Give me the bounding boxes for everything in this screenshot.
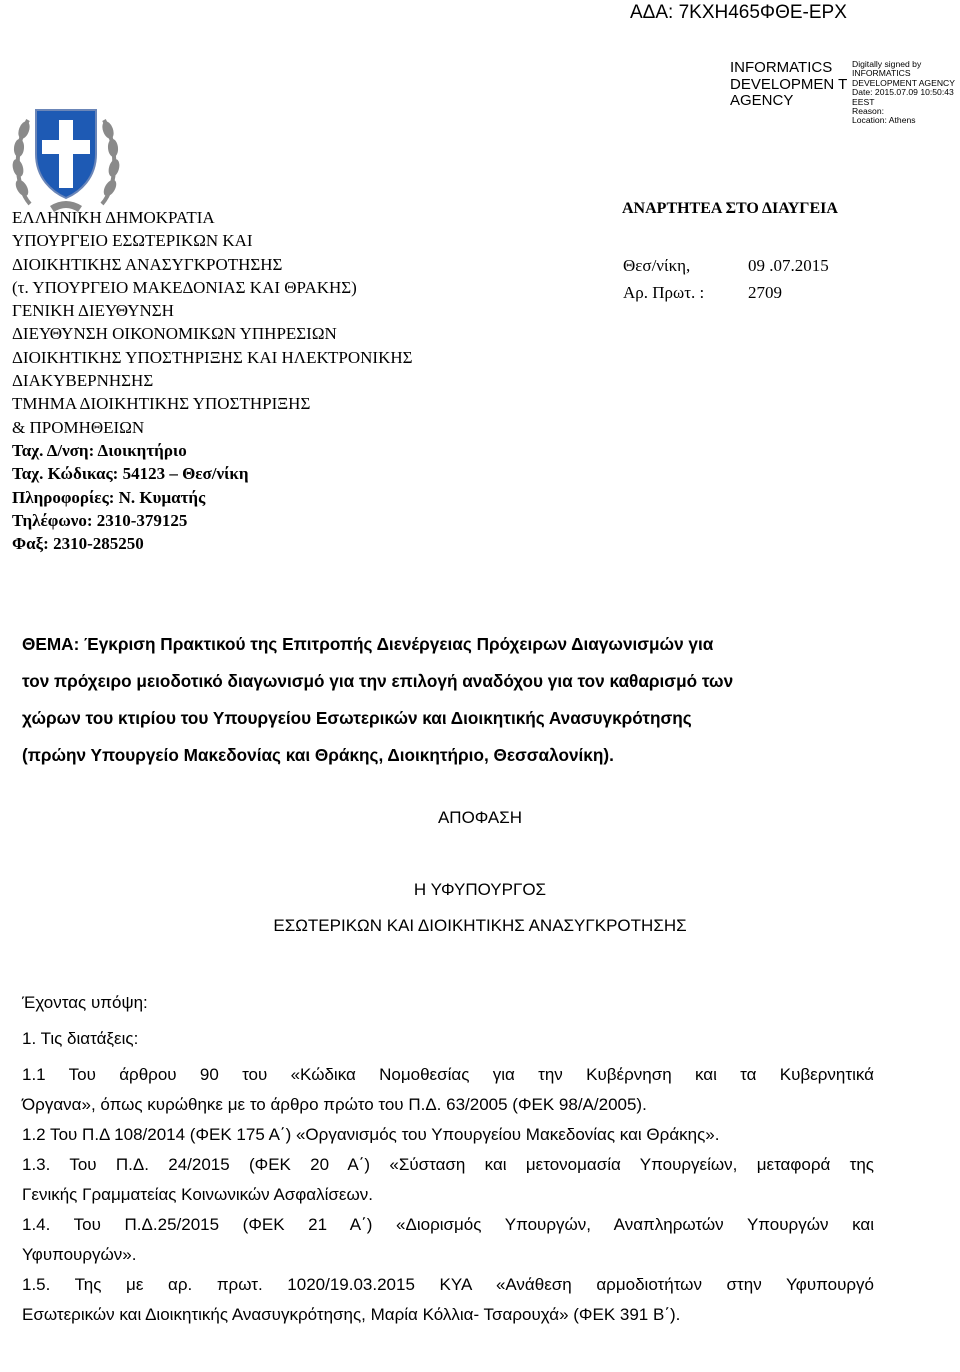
document-date: 09 .07.2015 [748, 256, 829, 275]
signature-line: INFORMATICS [852, 68, 911, 79]
decision-title: ΑΠΟΦΑΣΗ [437, 808, 523, 827]
header-line: ΔΙΟΙΚΗΤΙΚΗΣ ΑΝΑΣΥΓΚΡΟΤΗΣΗΣ [12, 254, 283, 274]
intro-text: Έχοντας υπόψη: [22, 993, 148, 1012]
header-line: ΥΠΟΥΡΓΕΙΟ ΕΣΩΤΕΡΙΚΩΝ ΚΑΙ [12, 231, 253, 251]
header-line: (τ. ΥΠΟΥΡΓΕΙΟ ΜΑΚΕΔΟΝΙΑΣ ΚΑΙ ΘΡΑΚΗΣ) [12, 277, 357, 297]
contact-phone: Τηλέφωνο: 2310-379125 [12, 510, 188, 530]
list-item: 1.4. Του Π.Δ.25/2015 (ΦΕΚ 21 Α΄) «Διορισμός Υπουργών, Αναπληρωτών Υπουργών και [22, 1215, 874, 1234]
greek-coat-of-arms-icon [10, 96, 122, 216]
contact-postal-code: Ταχ. Κώδικας: 54123 – Θεσ/νίκη [12, 464, 249, 484]
header-line: ΔΙΑΚΥΒΕΡΝΗΣΗΣ [12, 371, 154, 391]
list-item: 1.3. Του Π.Δ. 24/2015 (ΦΕΚ 20 Α΄) «Σύσταση και μετονομασία Υπουργείων, μεταφορά της [22, 1155, 874, 1174]
subject-line: τον πρόχειρο μειοδοτικό διαγωνισμό για την επιλογή αναδόχου για τον καθαρισμό των [22, 671, 734, 691]
ada-code: ΑΔΑ: 7ΚΧΗ465ΦΘΕ-ΕΡΧ [630, 2, 847, 23]
header-line: ΕΛΛΗΝΙΚΗ ΔΗΜΟΚΡΑΤΙΑ [12, 208, 215, 227]
issuing-authority-block [12, 206, 413, 555]
posting-label: ΑΝΑΡΤΗΤΕΑ ΣΤΟ ΔΙΑΥΓΕΙΑ [622, 200, 838, 217]
signature-line: Digitally signed by [852, 59, 922, 69]
header-line: ΔΙΕΥΘΥΝΣΗ ΟΙΚΟΝΟΜΙΚΩΝ ΥΠΗΡΕΣΙΩΝ [12, 324, 337, 344]
signature-line: Reason: [852, 106, 885, 117]
minister-title: Η ΥΦΥΠΟΥΡΓΟΣ [413, 880, 547, 899]
header-line: ΓΕΝΙΚΗ ΔΙΕΥΘΥΝΣΗ [12, 301, 174, 321]
contact-info-person: Πληροφορίες: Ν. Κυματής [12, 487, 206, 507]
list-item: 1.2 Του Π.Δ 108/2014 (ΦΕΚ 175 Α΄) «Οργανισμός του Υπουργείου Μακεδονίας και Θράκης». [22, 1125, 720, 1144]
contact-address: Ταχ. Δ/νση: Διοικητήριο [12, 440, 187, 460]
decision-body [22, 988, 874, 1330]
subject-block [22, 626, 884, 774]
header-line: & ΠΡΟΜΗΘΕΙΩΝ [12, 417, 145, 437]
digital-signature-details [852, 60, 955, 126]
subject-line: (πρώην Υπουργείο Μακεδονίας και Θράκης, Διοικητήριο, Θεσσαλονίκη). [22, 745, 614, 765]
list-item: Υφυπουργών». [22, 1245, 137, 1264]
protocol-label: Αρ. Πρωτ. : [623, 283, 705, 302]
list-item: Όργανα», όπως κυρώθηκε με το άρθρο πρώτο του Π.Δ. 63/2005 (ΦΕΚ 98/Α/2005). [22, 1095, 647, 1114]
list-item: 1.1 Του άρθρου 90 του «Κώδικα Νομοθεσίας για την Κυβέρνηση και τα Κυβερνητικά [22, 1065, 874, 1084]
signature-line: Date: 2015.07.09 10:50:43 [852, 87, 954, 98]
list-item: 1.5. Της με αρ. πρωτ. 1020/19.03.2015 ΚΥΑ «Ανάθεση αρμοδιοτήτων στην Υφυπουργό [22, 1275, 874, 1294]
header-line: ΔΙΟΙΚΗΤΙΚΗΣ ΥΠΟΣΤΗΡΙΞΗΣ ΚΑΙ ΗΛΕΚΤΡΟΝΙΚΗΣ [12, 347, 413, 367]
signature-line: Location: Athens [852, 115, 916, 126]
signature-line: EEST [852, 96, 875, 107]
document-city: Θεσ/νίκη, [623, 256, 691, 275]
list-item: Γενικής Γραμματείας Κοινωνικών Ασφαλίσεων. [22, 1185, 373, 1204]
ministry-name: ΕΣΩΤΕΡΙΚΩΝ ΚΑΙ ΔΙΟΙΚΗΤΙΚΗΣ ΑΝΑΣΥΓΚΡΟΤΗΣΗΣ [273, 916, 687, 935]
subject-line: ΘΕΜΑ: Έγκριση Πρακτικού της Επιτροπής Διενέργειας Πρόχειρων Διαγωνισμών για [22, 634, 714, 654]
contact-fax: Φαξ: 2310-285250 [12, 534, 144, 554]
signature-line: DEVELOPMENT AGENCY [852, 77, 955, 88]
header-line: ΤΜΗΜΑ ΔΙΟΙΚΗΤΙΚΗΣ ΥΠΟΣΤΗΡΙΞΗΣ [12, 394, 311, 414]
subject-line: χώρων του κτιρίου του Υπουργείου Εσωτερικών και Διοικητικής Ανασυγκρότησης [22, 708, 692, 728]
signature-agency-name: INFORMATICS DEVELOPMEN T AGENCY [730, 59, 847, 109]
section-heading: 1. Τις διατάξεις: [22, 1029, 139, 1048]
list-item: Εσωτερικών και Διοικητικής Ανασυγκρότησης, Μαρία Κόλλια- Τσαρουχά» (ΦΕΚ 391 Β΄). [22, 1305, 681, 1324]
protocol-number: 2709 [748, 283, 782, 302]
